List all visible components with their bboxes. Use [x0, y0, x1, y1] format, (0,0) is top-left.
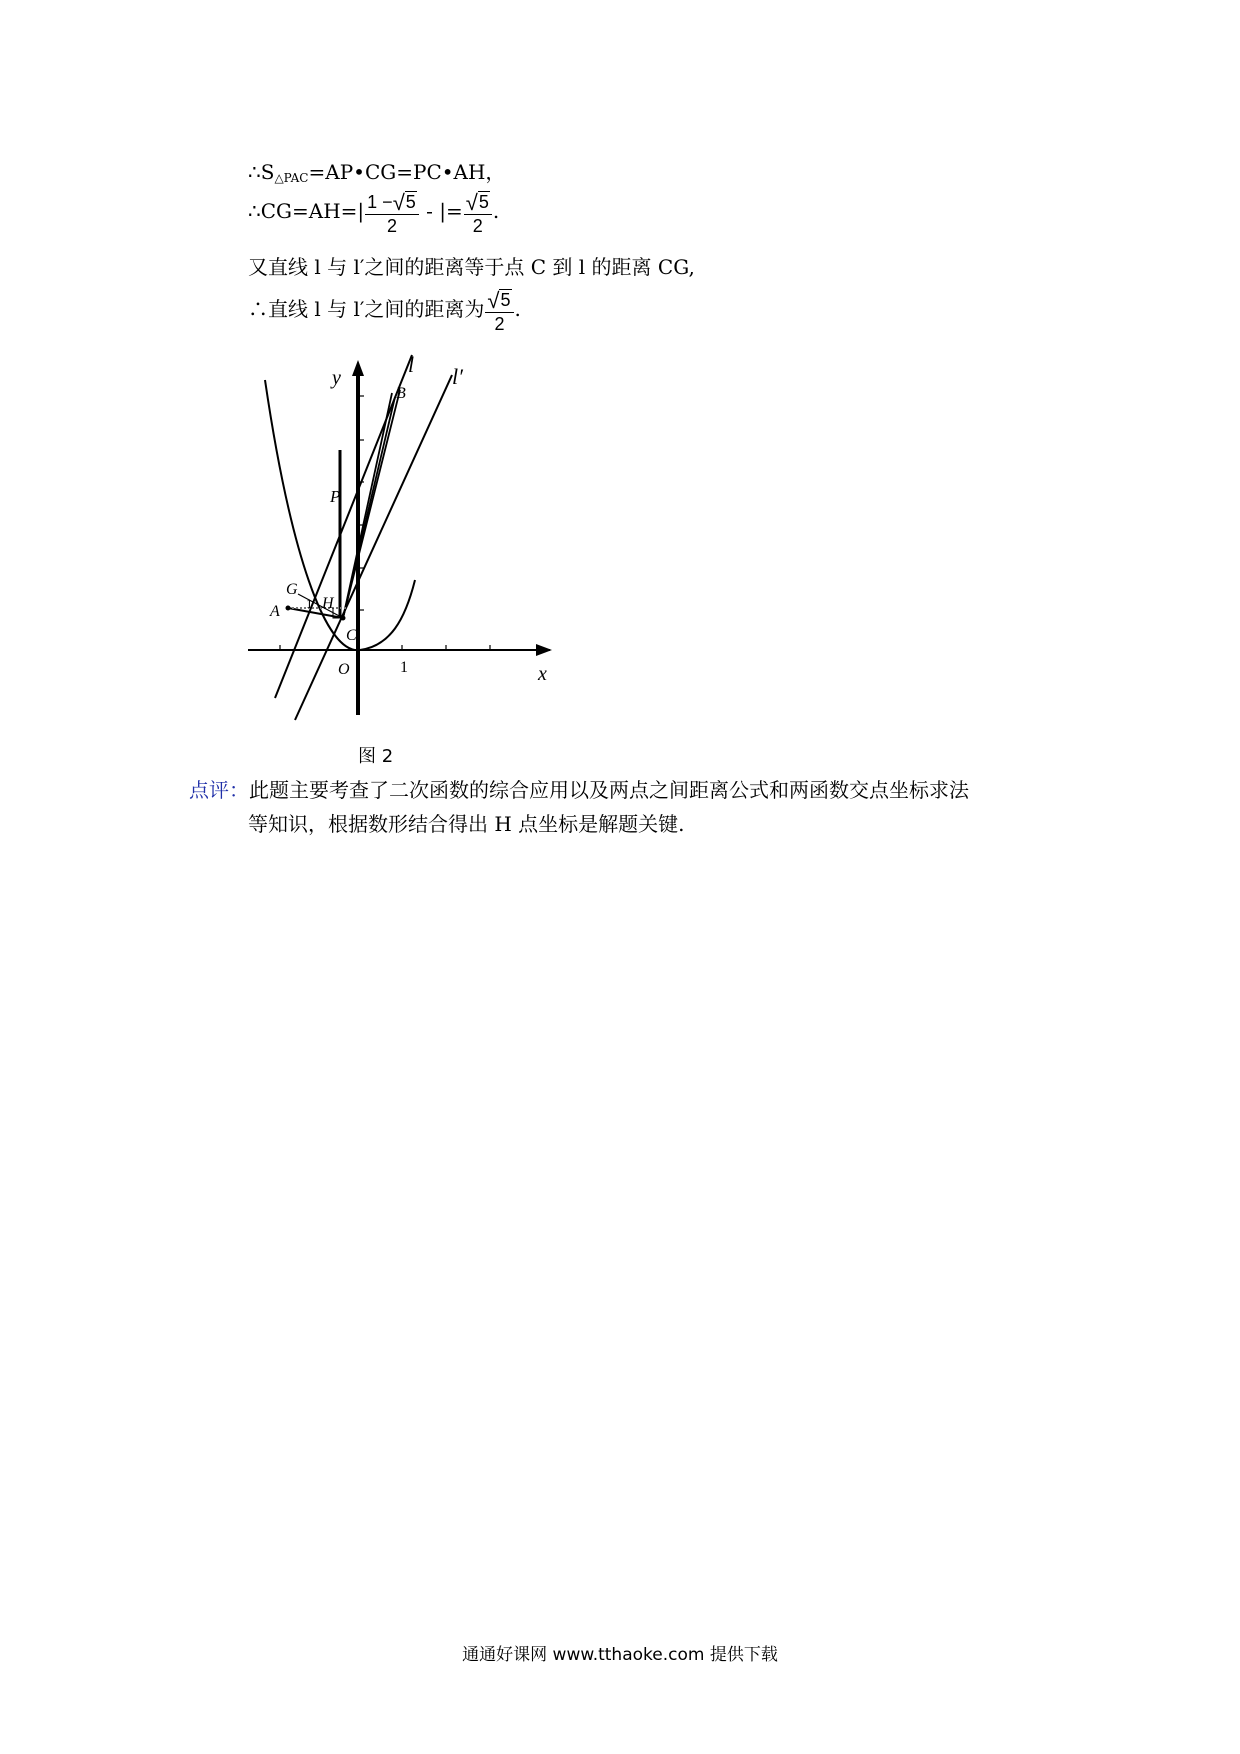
- triangle-subscript: △PAC: [274, 171, 309, 185]
- point-c: [341, 616, 346, 621]
- solution-line-result: [248, 288, 521, 333]
- line-l: [275, 355, 412, 698]
- label-l-prime: l′: [452, 364, 463, 389]
- label-b: B: [396, 385, 406, 402]
- sqrt-icon: √5: [487, 288, 511, 313]
- comment-line-1: [189, 780, 969, 800]
- line-l-prime: [295, 375, 452, 720]
- solution-line-area: [248, 160, 506, 185]
- fraction-2: [464, 190, 492, 235]
- segment-cb-3: [343, 393, 392, 618]
- cg-prefix: ∴CG=AH=|: [248, 199, 365, 223]
- cg-middle: - |=: [419, 199, 463, 223]
- area-prefix: ∴S: [248, 160, 275, 184]
- solution-line-cg: [248, 190, 499, 235]
- result-prefix: ∴直线 l 与 l′之间的距离为: [248, 297, 485, 321]
- label-x: x: [538, 663, 547, 685]
- fraction-2-root: 5: [478, 192, 489, 212]
- sqrt-icon: √5: [465, 190, 489, 215]
- solution-line-distance: 又直线 l 与 l′之间的距离等于点 C 到 l 的距离 CG,: [248, 255, 695, 279]
- label-o: O: [338, 661, 350, 678]
- fraction-1-den: 2: [386, 216, 397, 236]
- parabola-figure: [240, 350, 570, 740]
- fraction-1: [365, 190, 419, 235]
- fraction-2-den: 2: [472, 216, 483, 236]
- label-g: G: [286, 581, 298, 598]
- comment-text-1: 此题主要考查了二次函数的综合应用以及两点之间距离公式和两函数交点坐标求法: [249, 778, 969, 802]
- area-formula: =AP•CG=PC•AH，: [308, 160, 506, 184]
- result-end: .: [514, 297, 521, 321]
- point-a: [286, 606, 291, 611]
- cg-end: .: [492, 199, 500, 223]
- fraction-3: [485, 288, 513, 333]
- y-axis-arrow-icon: [352, 360, 364, 376]
- label-p: P: [330, 487, 341, 506]
- page-footer: 通通好课网 www.tthaoke.com 提供下载: [462, 1645, 778, 1665]
- comment-line-2: 等知识，根据数形结合得出 H 点坐标是解题关键.: [248, 812, 685, 836]
- fraction-1-root: 5: [405, 192, 416, 212]
- label-c: C: [346, 627, 357, 644]
- label-a: A: [270, 603, 280, 620]
- fraction-3-den: 2: [494, 314, 505, 334]
- label-y: y: [332, 367, 341, 389]
- x-axis-arrow-icon: [536, 644, 552, 656]
- figure-caption: 图 2: [358, 746, 394, 767]
- label-one-x: 1: [400, 659, 408, 676]
- sqrt-icon: √5: [392, 190, 416, 215]
- label-h: H: [322, 595, 334, 612]
- label-l: l: [408, 352, 415, 377]
- label-one-y: 1: [306, 596, 313, 611]
- comment-label: 点评：: [189, 778, 249, 802]
- fraction-1-lead: 1 −: [367, 192, 393, 212]
- fraction-3-root: 5: [500, 290, 511, 310]
